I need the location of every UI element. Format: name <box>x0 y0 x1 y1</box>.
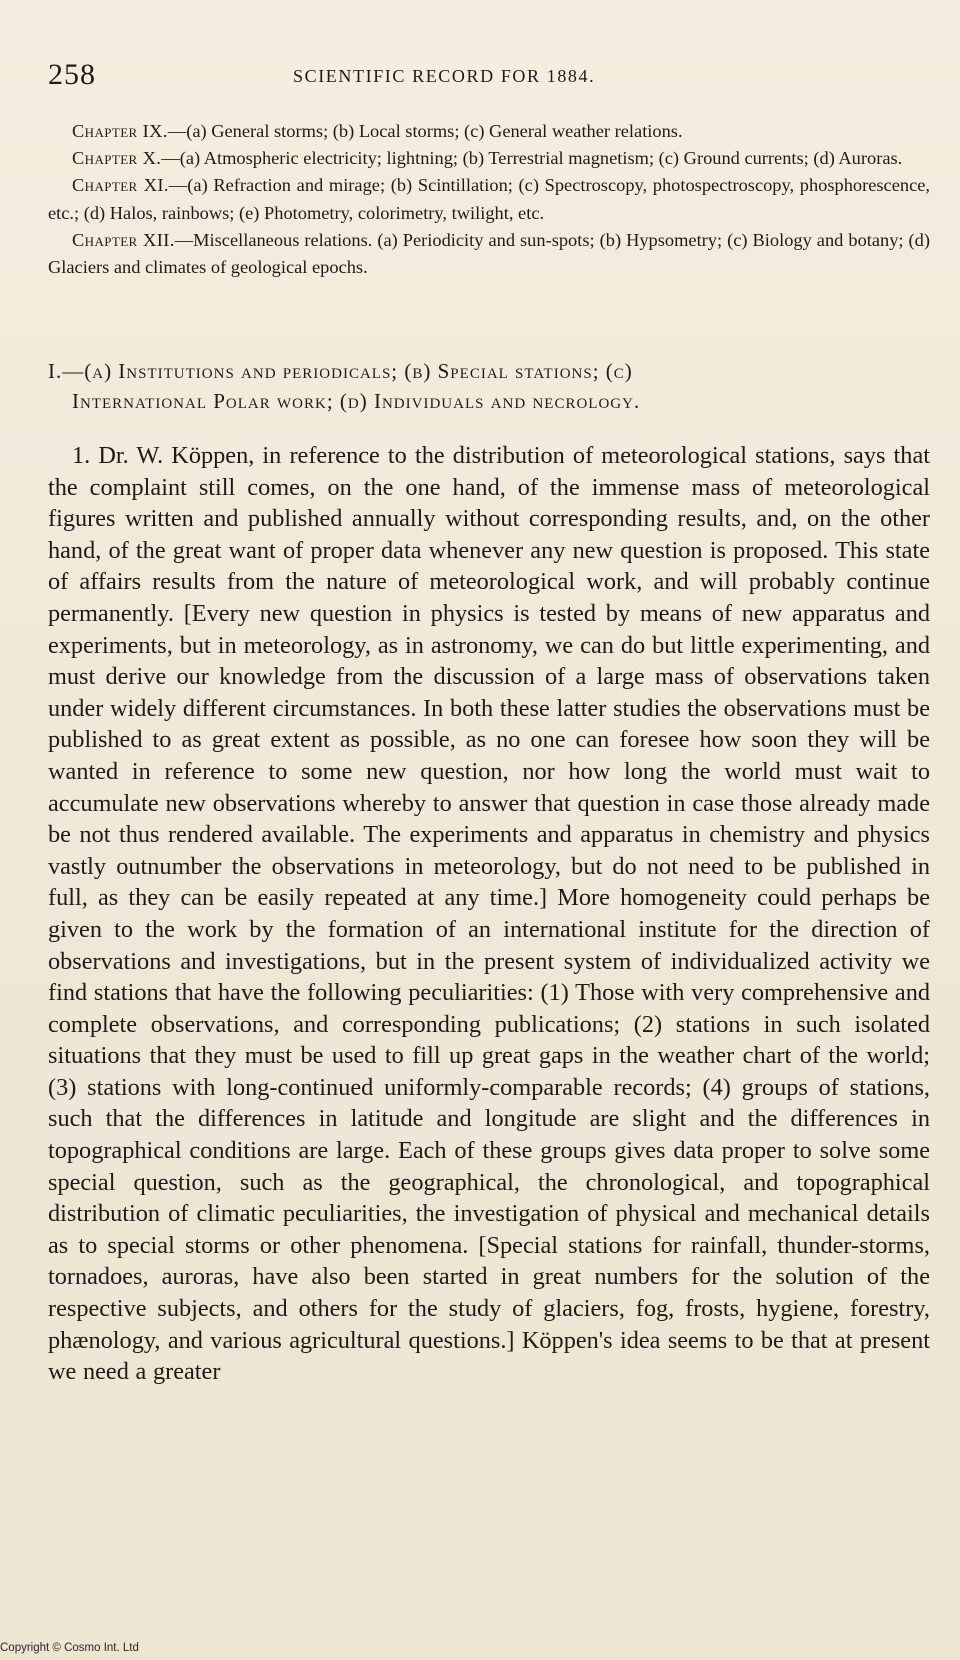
chapter-entry <box>48 227 930 281</box>
body-paragraph: 1. Dr. W. Köppen, in reference to the distribution of meteorological stations, says that the complaint still comes, on the one hand, of the immense mass of meteorological figures written and published annually without corresponding results, and, on the other hand, of the great want of proper data whenever any new question is proposed. This state of affairs results from the nature of meteorological work, and will probably continue permanently. [Every new question in physics is tested by means of new apparatus and experiments, but in meteorology, as in astronomy, we can do but little experimenting, and must derive our knowledge from the discussion of a large mass of observations taken under widely different circumstances. In both these latter studies the observations must be published to as great extent as possible, as no one can foresee how soon they will be wanted in reference to some new question, nor how long the world must wait to accumulate new observations whereby to answer that question in case those already made be not thus rendered available. The experiments and apparatus in chemistry and physics vastly outnumber the observations in meteorology, but do not need to be published in full, as they can be easily repeated at any time.] More homogeneity could perhaps be given to the work by the formation of an international institute for the direction of observations and investigations, but in the present system of individualized activity we find stations that have the following peculiarities: (1) Those with very comprehensive and complete observations, and corresponding publications; (2) stations in such isolated situations that they must be used to fill up great gaps in the weather chart of the world; (3) stations with long-continued uniformly-comparable records; (4) groups of stations, such that the differences in latitude and longitude are slight and the differences in topographical conditions are large. Each of these groups gives data proper to solve some special question, such as the geographical, the chronological, and topographical distribution of climatic peculiarities, the investigation of physical and mechanical details as to special storms or other phenomena. [Special stations for rainfall, thunder-storms, tornadoes, auroras, have also been started in great numbers for the solution of the respective subjects, and others for the study of glaciers, fog, frosts, hygiene, forestry, phænology, and various agricultural questions.] Köppen's idea seems to be that at present we need a greater <box>48 442 930 1386</box>
chapter-entry <box>48 145 930 172</box>
copyright-notice: Copyright © Cosmo Int. Ltd <box>0 1642 139 1654</box>
section-heading-line-2: International Polar work; (d) Individuals and necrology. <box>72 389 641 413</box>
chapter-name: Chapter XII. <box>72 229 175 250</box>
chapter-list <box>48 118 930 281</box>
running-head: SCIENTIFIC RECORD FOR 1884. <box>293 66 596 86</box>
section-heading <box>48 356 930 416</box>
page-header <box>48 58 930 98</box>
chapter-name: Chapter XI. <box>72 175 169 196</box>
section-heading-line-1: I.—(a) Institutions and periodicals; (b) Special stations; (c) <box>48 359 633 383</box>
chapter-text: —(a) Atmospheric electricity; lightning; (b) Terrestrial magnetism; (c) Ground currents; (d) Auroras. <box>161 148 903 169</box>
chapter-text: —(a) General storms; (b) Local storms; (c) General weather relations. <box>167 121 683 141</box>
chapter-name: Chapter X. <box>72 148 162 169</box>
chapter-text: —(a) Refraction and mirage; (b) Scintillation; (c) Spectroscopy, photospectroscopy, phosphorescence, etc.; (d) Halos, rainbows; (e) Photometry, colorimetry, twilight, etc. <box>48 175 930 223</box>
chapter-text: —Miscellaneous relations. (a) Periodicity and sun-spots; (b) Hypsometry; (c) Biology and botany; (d) Glaciers and climates of geological epochs. <box>48 229 930 278</box>
chapter-entry <box>48 118 930 145</box>
chapter-entry <box>48 172 930 226</box>
chapter-name: Chapter IX. <box>72 121 168 141</box>
page-number: 258 <box>48 58 96 91</box>
